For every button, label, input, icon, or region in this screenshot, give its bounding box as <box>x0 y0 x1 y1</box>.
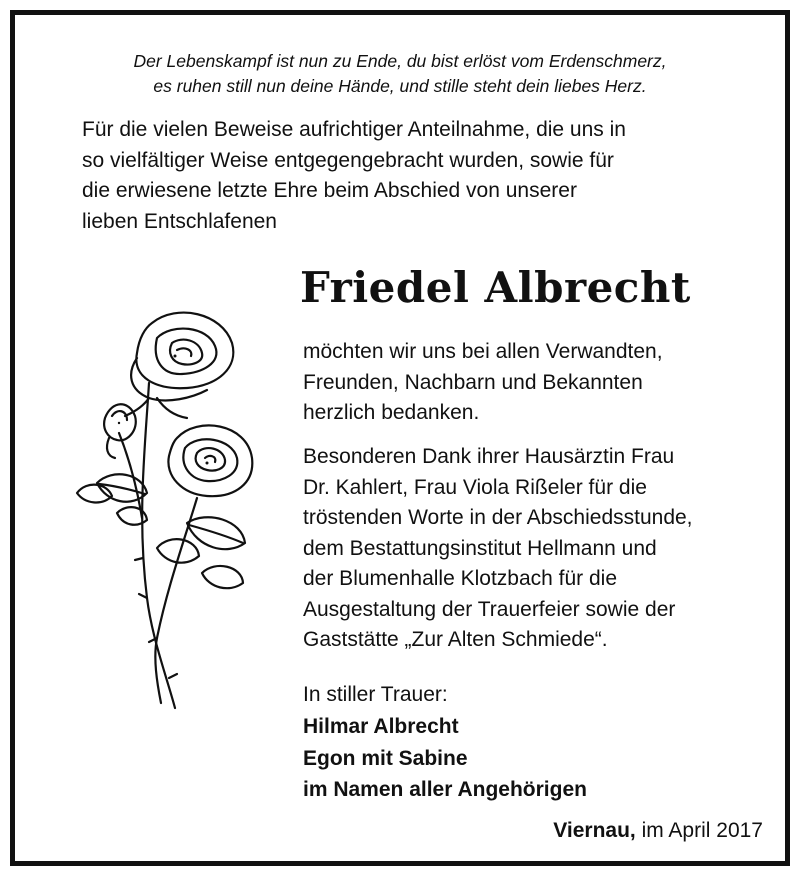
signature-intro: In stiller Trauer: <box>303 683 448 706</box>
rose-illustration <box>57 298 257 718</box>
place-date <box>553 816 763 846</box>
intro-line: die erwiesene letzte Ehre beim Abschied von unserer <box>82 179 577 202</box>
signature-name: Hilmar Albrecht <box>303 715 459 738</box>
intro-line: so vielfältiger Weise entgegengebracht wurden, sowie für <box>82 148 614 172</box>
special-thanks-line: Gaststätte „Zur Alten Schmiede“. <box>303 628 608 651</box>
obituary-frame <box>10 10 790 866</box>
poem <box>15 49 785 99</box>
thanks-line: Freunden, Nachbarn und Bekannten <box>303 370 643 394</box>
signature-name: im Namen aller Angehörigen <box>303 778 587 801</box>
intro-paragraph <box>82 115 742 237</box>
poem-line: Der Lebenskampf ist nun zu Ende, du bist erlöst vom Erdenschmerz, <box>133 51 667 71</box>
special-thanks-line: der Blumenhalle Klotzbach für die <box>303 567 618 590</box>
rose-petal <box>168 425 252 496</box>
special-thanks-line: Dr. Kahlert, Frau Viola Rißeler für die <box>303 475 647 499</box>
intro-line: Für die vielen Beweise aufrichtiger Anteilnahme, die uns in <box>82 118 626 141</box>
deceased-name: Friedel Albrecht <box>300 263 691 312</box>
leaf <box>202 566 243 588</box>
special-thanks-line: tröstenden Worte in der Abschiedsstunde, <box>303 506 693 529</box>
thanks-paragraph <box>303 337 773 429</box>
signature-name: Egon mit Sabine <box>303 746 468 770</box>
thanks-line: möchten wir uns bei allen Verwandten, <box>303 340 663 363</box>
intro-line: lieben Entschlafenen <box>82 209 277 233</box>
poem-line: es ruhen still nun deine Hände, und stille steht dein liebes Herz. <box>153 76 647 96</box>
signature-names <box>303 711 773 806</box>
special-thanks-line: Besonderen Dank ihrer Hausärztin Frau <box>303 445 675 468</box>
place-date-text: im April 2017 <box>641 819 763 842</box>
leaf <box>77 485 112 503</box>
place-city: Viernau, <box>553 819 636 842</box>
thanks-line: herzlich bedanken. <box>303 401 480 424</box>
special-thanks-paragraph <box>303 442 773 656</box>
special-thanks-line: dem Bestattungsinstitut Hellmann und <box>303 536 657 560</box>
special-thanks-line: Ausgestaltung der Trauerfeier sowie der <box>303 597 676 621</box>
rose-petal <box>136 313 233 389</box>
